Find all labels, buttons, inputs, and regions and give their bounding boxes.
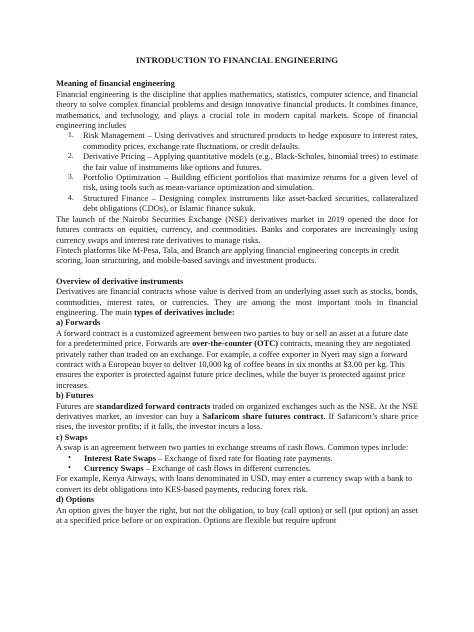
section-heading-meaning: Meaning of financial engineering bbox=[56, 78, 175, 89]
forwards-otc-bold: over-the-counter (OTC) bbox=[192, 338, 279, 349]
forwards-text: A forward contract is a customized agreement between two parties to buy or sell an asset at a future date for a predetermined price. Forwards are bbox=[56, 327, 409, 349]
swap-type-name: Interest Rate Swaps bbox=[84, 452, 157, 463]
scope-item bbox=[56, 193, 418, 214]
nse-paragraph: The launch of the Nairobi Securities Exchange (NSE) derivatives market in 2019 opened the door for futures contracts on equities, currency, and commodities. Banks and corporates are increasingly using currency swaps and interest rate derivatives to manage risks. bbox=[56, 213, 418, 245]
overview-intro-bold: types of derivatives include: bbox=[134, 306, 235, 317]
swaps-paragraph: A swap is an agreement between two parties to exchange streams of cash flows. Common types include: bbox=[56, 442, 409, 453]
subheading-swaps: c) Swaps bbox=[56, 431, 88, 442]
scope-item-text: Portfolio Optimization – Building efficient portfolios that maximize returns for a given level of risk, using tools such as mean-variance optimization and simulation. bbox=[83, 172, 418, 193]
document-title: INTRODUCTION TO FINANCIAL ENGINEERING bbox=[135, 55, 339, 65]
subheading-forwards: a) Forwards bbox=[56, 317, 101, 328]
scope-item-text: Structured Finance – Designing complex instruments like asset-backed securities, collateralized debt obligations (CDOs), or Islamic finance sukuk. bbox=[83, 192, 418, 214]
swap-type-desc: – Exchange of fixed rate for floating rate payments. bbox=[156, 452, 333, 463]
swap-type-item bbox=[56, 453, 418, 463]
swaps-list bbox=[56, 453, 418, 474]
scope-item bbox=[56, 130, 418, 151]
scope-item-number: 1. bbox=[68, 130, 74, 140]
bullet-icon: • bbox=[68, 463, 71, 473]
scope-item-text: Risk Management – Using derivatives and structured products to hedge exposure to interest rates, commodity prices, exchange rate fluctuations, or credit defaults. bbox=[83, 130, 418, 151]
futures-safaricom-bold: Safaricom share futures contract bbox=[202, 411, 324, 421]
forwards-paragraph bbox=[56, 328, 418, 390]
bullet-icon: • bbox=[68, 452, 71, 462]
options-paragraph: An option gives the buyer the right, but not the obligation, to buy (call option) or sell (put option) an asset at a specified price before or on expiration. Options are flexible but require upfront bbox=[56, 504, 418, 526]
forwards-text-end: contracts, meaning they are negotiated privately rather than traded on an exchange. For example, a coffee exporter in Nyeri may sign a forward contract with a European buyer to deliver 10,000 kg of coffee beans in six months at $3.00 per kg. This ensures the exporter is protected against future price declines, while the buyer is protected against price increases. bbox=[56, 338, 411, 390]
scope-item-number: 2. bbox=[68, 151, 74, 161]
scope-item bbox=[56, 151, 418, 172]
scope-item-number: 4. bbox=[68, 192, 74, 202]
subheading-options: d) Options bbox=[56, 494, 95, 505]
scope-item-number: 3. bbox=[68, 172, 74, 182]
section-heading-overview: Overview of derivative instruments bbox=[56, 275, 184, 286]
futures-text-end: . If Safaricom’s share price rises, the investor profits; if it falls, the investor incurs a loss. bbox=[56, 411, 418, 432]
scope-item-text: Derivative Pricing – Applying quantitative models (e.g., Black-Scholes, binomial trees) to estimate the fair value of instruments like options and futures. bbox=[83, 151, 418, 172]
fintech-paragraph: Fintech platforms like M-Pesa, Tala, and Branch are applying financial engineering concepts in credit scoring, loan structuring, and mobile-based savings and investment products. bbox=[56, 244, 399, 266]
scope-item bbox=[56, 172, 418, 193]
overview-intro-paragraph bbox=[56, 286, 418, 317]
subheading-futures: b) Futures bbox=[56, 390, 94, 401]
futures-paragraph bbox=[56, 401, 418, 432]
futures-text: Futures are bbox=[56, 400, 97, 411]
scope-list bbox=[56, 130, 418, 213]
swap-type-item bbox=[56, 463, 418, 473]
swap-type-desc: – Exchange of cash flows in different currencies. bbox=[143, 463, 311, 474]
swaps-example-paragraph: For example, Kenya Airways, with loans denominated in USD, may enter a currency swap with a bank to convert its debt obligations into KES-based payments, reducing forex risk. bbox=[56, 473, 413, 494]
overview-intro-text: Derivatives are financial contracts whose value is derived from an underlying asset such as stocks, bonds, commodities, interest rates, or currencies. They are among the most important tools in financial engineering. The main bbox=[56, 286, 418, 317]
futures-text-mid: traded on organized exchanges such as the NSE. At the NSE derivatives market, an investor can buy a bbox=[56, 400, 418, 421]
futures-bold: standardized forward contracts bbox=[96, 400, 211, 411]
swap-type-name: Currency Swaps bbox=[84, 463, 144, 474]
document-body bbox=[56, 55, 418, 525]
meaning-intro-paragraph: Financial engineering is the discipline that applies mathematics, statistics, computer science, and financial theory to solve complex financial problems and design innovative financial products. It combines finance, mathematics, and technology, and plays a crucial role in modern capital markets. Scope of financial engineering includes bbox=[56, 88, 418, 131]
